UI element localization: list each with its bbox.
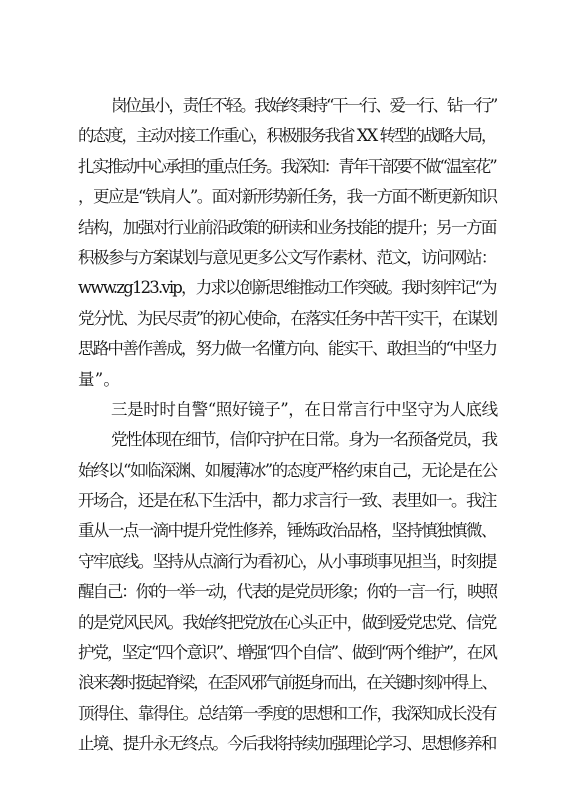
text-line: 护党，坚定“四个意识”、增强“四个自信”、做到“两个维护”，在风	[78, 643, 496, 663]
text-line: 醒自己：你的一举一动，代表的是党员形象；你的一言一行，映照	[78, 582, 497, 602]
text-line: 守牢底线。坚持从点滴行为看初心，从小事琐事见担当，时刻提	[78, 551, 496, 571]
text-line: 顶得住、靠得住。总结第一季度的思想和工作，我深知成长没有	[78, 703, 496, 723]
text-line: 开场合，还是在私下生活中，都力求言行一致、表里如一。我注	[78, 491, 496, 511]
text-line: 党性体现在细节，信仰守护在日常。身为一名预备党员，我	[111, 430, 497, 450]
text-line: ，更应是“铁肩人”。面对新形势新任务，我一方面不断更新知识	[78, 187, 497, 207]
text-line: 量”。	[78, 369, 121, 389]
text-line: 浪来袭时挺起脊梁，在歪风邪气前挺身而出，在关键时刻冲得上、	[78, 673, 497, 693]
text-line: 党分忧、为民尽责”的初心使命，在落实任务中苦干实干，在谋划	[78, 308, 497, 328]
text-line: 扎实推动中心承担的重点任务。我深知：青年干部要不做“温室花”	[78, 156, 496, 176]
text-line: 止境、提升永无终点。今后我将持续加强理论学习、思想修养和	[78, 734, 496, 754]
text-line: 始终以“如临深渊、如履薄冰”的态度严格约束自己，无论是在公	[78, 460, 497, 480]
text-line: 的态度，主动对接工作重心，积极服务我省 XX 转型的战略大局，	[78, 126, 496, 146]
text-line: 的是党风民风。我始终把党放在心头正中，做到爱党忠党、信党	[78, 612, 496, 632]
text-line: 岗位虽小，责任不轻。我始终秉持“干一行、爱一行、钻一行”	[111, 96, 497, 115]
text-line: 三是时时自警“照好镜子”，在日常言行中坚守为人底线	[111, 399, 498, 419]
text-line: 思路中善作善成，努力做一名懂方向、能实干、敢担当的“中坚力	[78, 339, 497, 359]
document-body	[78, 91, 498, 760]
text-line: www.zg123.vip，力求以创新思维推动工作突破。我时刻牢记“为	[78, 278, 496, 298]
text-line: 积极参与方案谋划与意见更多公文写作素材、范文，访问网站：	[78, 247, 496, 267]
text-line: 重从一点一滴中提升党性修养，锤炼政治品格，坚持慎独慎微、	[78, 521, 496, 541]
text-line: 结构，加强对行业前沿政策的研读和业务技能的提升；另一方面	[78, 217, 496, 237]
